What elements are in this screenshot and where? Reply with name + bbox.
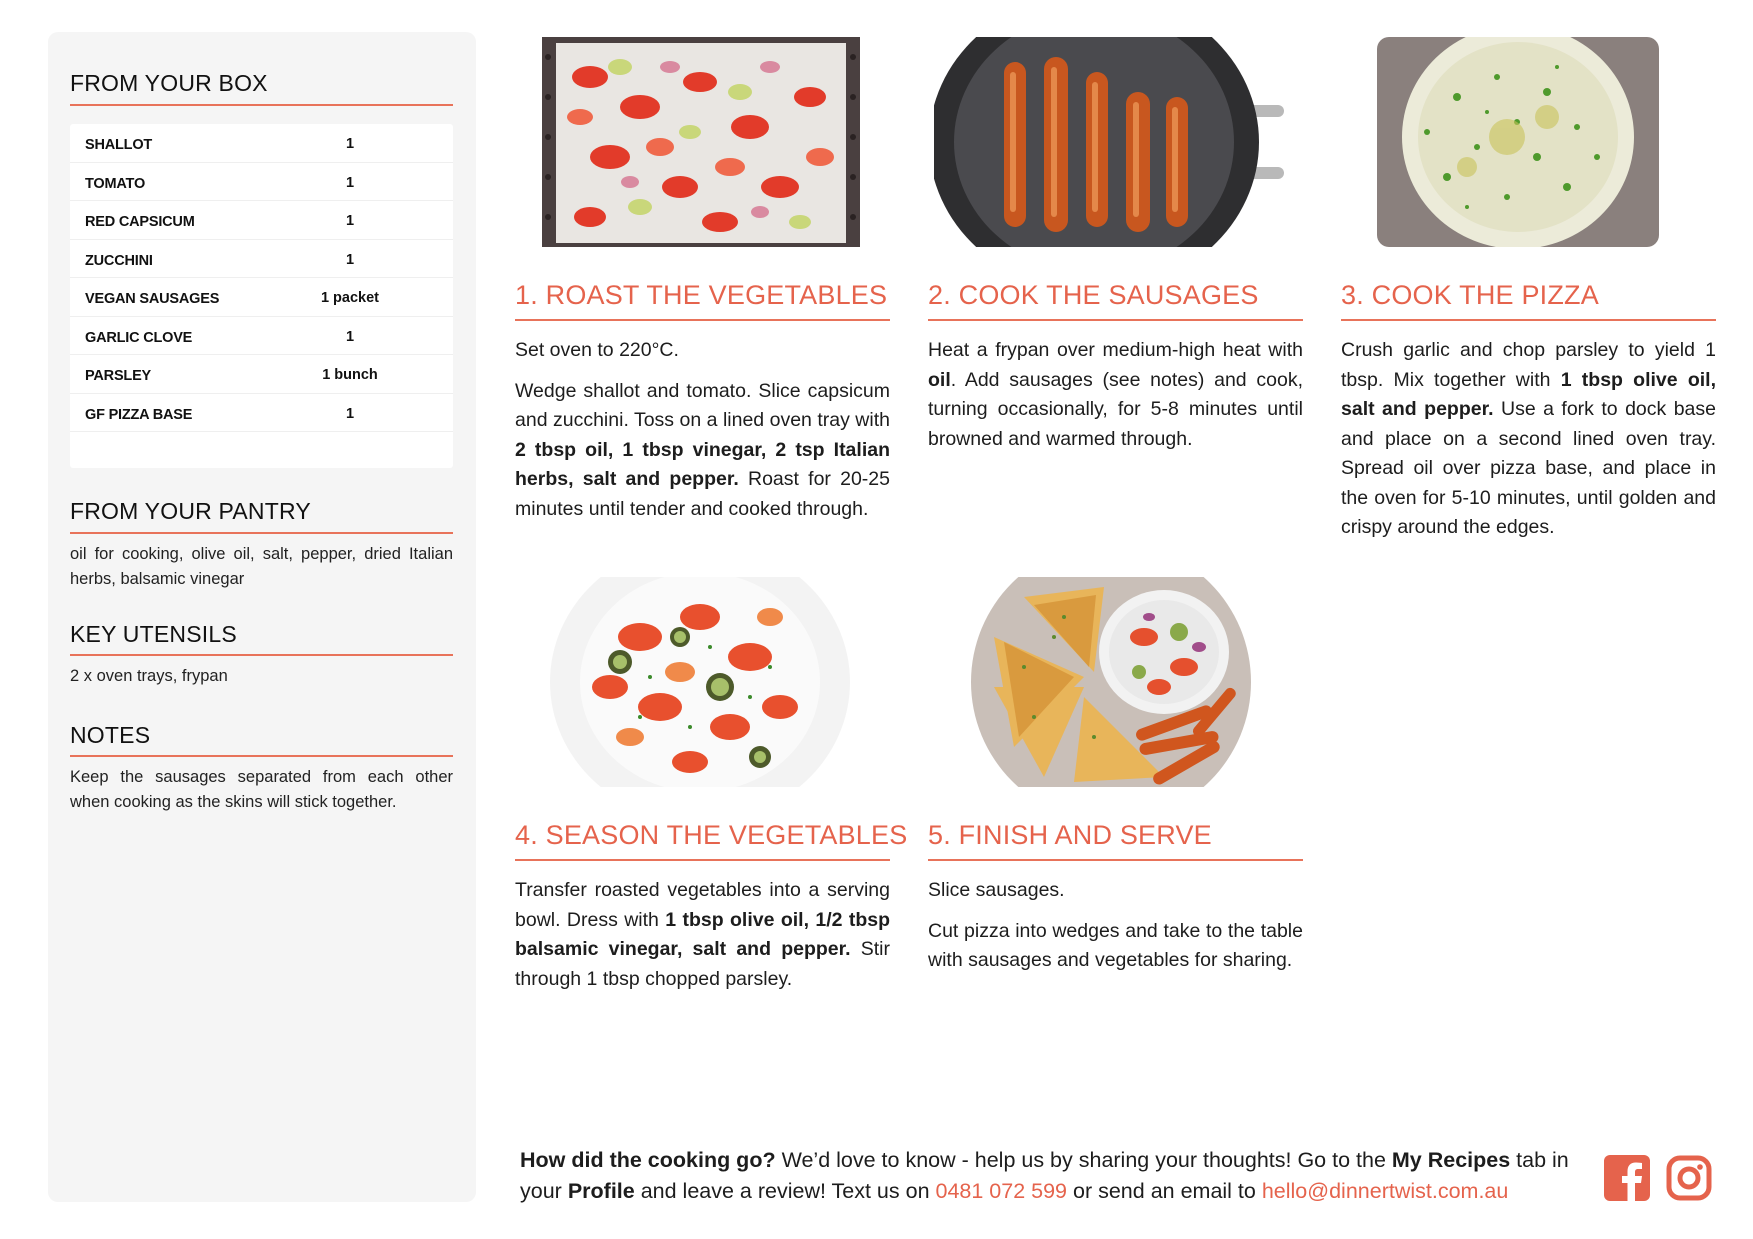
step-5-body [928, 876, 1303, 987]
bold-ingredients: 2 tbsp oil, 1 tbsp vinegar, 2 tsp Italian herbs, salt and pepper. [515, 438, 890, 490]
pizza-base-photo [1347, 37, 1722, 247]
text-span: Wedge shallot and tomato. Slice capsicum and zucchini. Toss on a lined oven tray with [515, 379, 890, 431]
table-row [70, 240, 453, 279]
step-1-text: Set oven to 220°C. [515, 339, 679, 361]
ingredient-name: TOMATO [85, 175, 146, 192]
box-ingredients-table [70, 124, 453, 468]
ingredient-name: PARSLEY [85, 368, 152, 384]
bold-ingredients: oil [928, 368, 951, 391]
ingredient-name: RED CAPSICUM [85, 214, 195, 230]
text-span: Stir through 1 tbsp chopped parsley. [515, 938, 891, 990]
text-span: We’d love to know - help us by sharing your thoughts! Go to the [775, 1148, 1392, 1172]
step-2-title: 2. COOK THE SAUSAGES [928, 280, 1259, 310]
step-1-body [515, 336, 890, 535]
table-row [70, 394, 453, 433]
divider [70, 532, 453, 534]
bold-ingredients: 1 tbsp olive oil, salt and pepper. [1341, 368, 1716, 420]
table-row [70, 163, 453, 202]
divider [70, 755, 453, 757]
notes-title: NOTES [70, 722, 151, 748]
text-span: Crush garlic and chop parsley to yield 1 tbsp. Mix together with [1341, 339, 1716, 391]
pantry-text: oil for cooking, olive oil, salt, pepper, dried Italian herbs, balsamic vinegar [70, 545, 453, 588]
text-span: Transfer roasted vegetables into a serving bowl. Dress with [515, 879, 890, 931]
phone-link[interactable]: 0481 072 599 [935, 1179, 1068, 1203]
facebook-icon[interactable] [1604, 1155, 1650, 1201]
ingredient-qty: 1 [345, 136, 355, 152]
profile-label: Profile [567, 1179, 635, 1203]
divider [1341, 319, 1716, 321]
ingredient-qty: 1 packet [320, 290, 380, 306]
divider [928, 319, 1303, 321]
text-span: Roast for 20-25 minutes until tender and cooked through. [515, 468, 890, 520]
ingredient-name: ZUCCHINI [85, 252, 153, 269]
table-row [70, 355, 453, 394]
sausages-pan-photo [934, 37, 1309, 247]
seasoned-vegetables-photo [520, 577, 895, 787]
footer-question: How did the cooking go? [520, 1148, 776, 1172]
ingredient-name: GF PIZZA BASE [85, 406, 193, 423]
step-1-title: 1. ROAST THE VEGETABLES [515, 280, 888, 310]
instagram-icon[interactable] [1666, 1155, 1712, 1201]
utensils-text: 2 x oven trays, frypan [70, 667, 228, 685]
email-link[interactable]: hello@dinnertwist.com.au [1261, 1179, 1509, 1203]
table-row [70, 278, 453, 317]
text-span: and leave a review! Text us on [634, 1179, 936, 1203]
sidebar [48, 32, 476, 1202]
ingredient-name: VEGAN SAUSAGES [85, 291, 220, 307]
divider [515, 319, 890, 321]
step-4-body [515, 876, 890, 1005]
ingredient-qty: 1 [345, 328, 355, 345]
divider [70, 654, 453, 656]
text-span: Use a fork to dock base and place on a second lined oven tray. Spread oil over pizza base, and place in the oven for 5-10 minutes, until golden and crispy around the edges. [1341, 398, 1716, 538]
ingredient-qty: 1 bunch [322, 367, 378, 383]
my-recipes-label: My Recipes [1391, 1148, 1511, 1172]
text-span: tab in your [520, 1148, 1569, 1203]
divider [928, 859, 1303, 861]
step-3-body [1341, 336, 1716, 554]
ingredient-qty: 1 [345, 405, 355, 422]
bold-ingredients: 1 tbsp olive oil, 1/2 tbsp balsamic vinegar, salt and pepper. [515, 908, 891, 960]
ingredient-name: GARLIC CLOVE [85, 329, 193, 346]
pantry-title: FROM YOUR PANTRY [70, 498, 311, 524]
text-span: Heat a frypan over medium-high heat with [928, 339, 1303, 361]
roast-vegetables-photo [520, 37, 895, 247]
notes-text: Keep the sausages separated from each other when cooking as the skins will stick together. [70, 768, 453, 811]
table-row [70, 124, 453, 163]
ingredient-qty: 1 [345, 174, 355, 191]
step-5-text-2: Cut pizza into wedges and take to the table with sausages and vegetables for sharing. [928, 919, 1303, 971]
text-span: or send an email to [1067, 1179, 1262, 1203]
finished-platter-photo [934, 577, 1309, 787]
step-5-text: Slice sausages. [928, 879, 1065, 901]
step-1-text-2 [515, 377, 890, 525]
ingredient-qty: 1 [345, 213, 355, 229]
table-padding [70, 432, 453, 468]
step-4-text [515, 876, 890, 994]
step-2-body [928, 336, 1303, 465]
table-row [70, 317, 453, 356]
step-3-title: 3. COOK THE PIZZA [1341, 280, 1599, 310]
divider [70, 104, 453, 106]
text-span: . Add sausages (see notes) and cook, turning occasionally, for 5-8 minutes until browned and warmed through. [928, 368, 1303, 450]
table-row [70, 201, 453, 240]
divider [515, 859, 890, 861]
step-5-title: 5. FINISH AND SERVE [928, 820, 1212, 850]
review-prompt [520, 1145, 1570, 1207]
ingredient-name: SHALLOT [85, 137, 153, 153]
step-4-title: 4. SEASON THE VEGETABLES [515, 820, 908, 850]
utensils-title: KEY UTENSILS [70, 621, 237, 647]
step-2-text [928, 336, 1303, 454]
ingredient-qty: 1 [345, 251, 355, 268]
step-3-text [1341, 336, 1716, 543]
box-title: FROM YOUR BOX [70, 70, 268, 96]
